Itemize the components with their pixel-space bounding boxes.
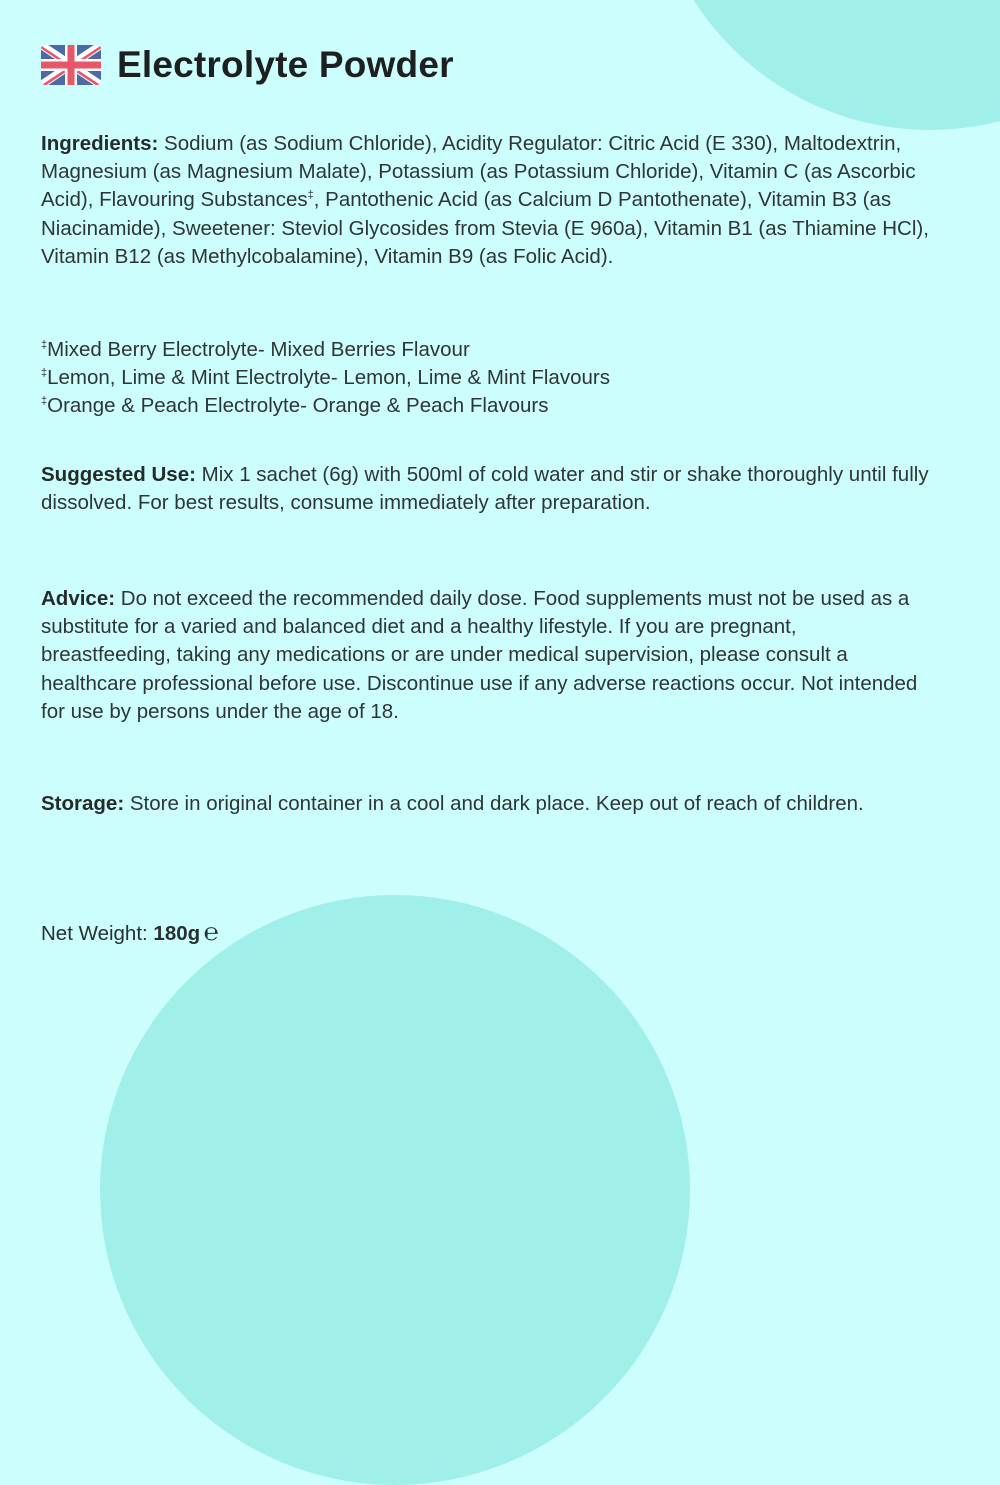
flavour-note xyxy=(41,364,931,392)
flavour-note xyxy=(41,336,931,364)
advice-section xyxy=(41,585,931,726)
header xyxy=(41,42,454,88)
ingredients-section xyxy=(41,130,931,271)
dagger-mark: ‡ xyxy=(307,189,314,202)
ingredients-text-part2: , Pantothenic Acid (as Calcium D Pantothenate), Vitamin B3 (as Niacinamide), Sweetener: Steviol Glycosides from Stevia (E 960a), Vitamin B1 (as Thiamine HCl), Vitamin B12 (as Methylcobalamine), Vitamin B9 (as Folic Acid). xyxy=(41,188,929,268)
net-weight xyxy=(41,918,219,948)
flavour-note-text: Mixed Berry Electrolyte- Mixed Berries Flavour xyxy=(47,338,470,361)
advice-label: Advice: xyxy=(41,587,116,610)
page-title: Electrolyte Powder xyxy=(117,44,454,85)
flavour-note xyxy=(41,392,931,420)
flavour-note-text: Orange & Peach Electrolyte- Orange & Peach Flavours xyxy=(47,394,549,418)
suggested-use-section xyxy=(41,461,931,517)
ingredients-text-part1: Sodium (as Sodium Chloride), Acidity Regulator: Citric Acid (E 330), Maltodextrin, Magnesium (as Magnesium Malate), Potassium (as Potassium Chloride), Vitamin C (as Ascorbic Acid), Flavouring Substances xyxy=(41,132,916,212)
dagger-mark: ‡ xyxy=(41,395,48,408)
flavour-note-text: Lemon, Lime & Mint Electrolyte- Lemon, Lime & Mint Flavours xyxy=(47,366,610,390)
ingredients-label: Ingredients: xyxy=(41,132,159,155)
net-weight-label: Net Weight: xyxy=(41,922,154,945)
suggested-use-label: Suggested Use: xyxy=(41,463,196,486)
uk-flag-icon xyxy=(41,45,101,85)
suggested-use-text: Mix 1 sachet (6g) with 500ml of cold water and stir or shake thoroughly until fully dissolved. For best results, consume immediately after preparation. xyxy=(41,463,929,515)
storage-label: Storage: xyxy=(41,792,125,815)
decorative-circle-top-right xyxy=(650,0,1000,130)
storage-text: Store in original container in a cool and dark place. Keep out of reach of children. xyxy=(124,792,864,815)
dagger-mark: ‡ xyxy=(41,339,48,351)
decorative-circle-bottom xyxy=(100,895,690,1485)
storage-section xyxy=(41,790,931,818)
estimated-sign-icon: ℮ xyxy=(203,918,219,946)
flavours-footnotes xyxy=(41,336,931,421)
net-weight-value: 180g xyxy=(153,922,201,945)
dagger-mark: ‡ xyxy=(41,367,48,380)
advice-text: Do not exceed the recommended daily dose. Food supplements must not be used as a substitute for a varied and balanced diet and a healthy lifestyle. If you are pregnant, breastfeeding, taking any medications or are under medical supervision, please consult a healthcare professional before use. Discontinue use if any adverse reactions occur. Not intended for use by persons under the age of 18. xyxy=(41,587,918,723)
